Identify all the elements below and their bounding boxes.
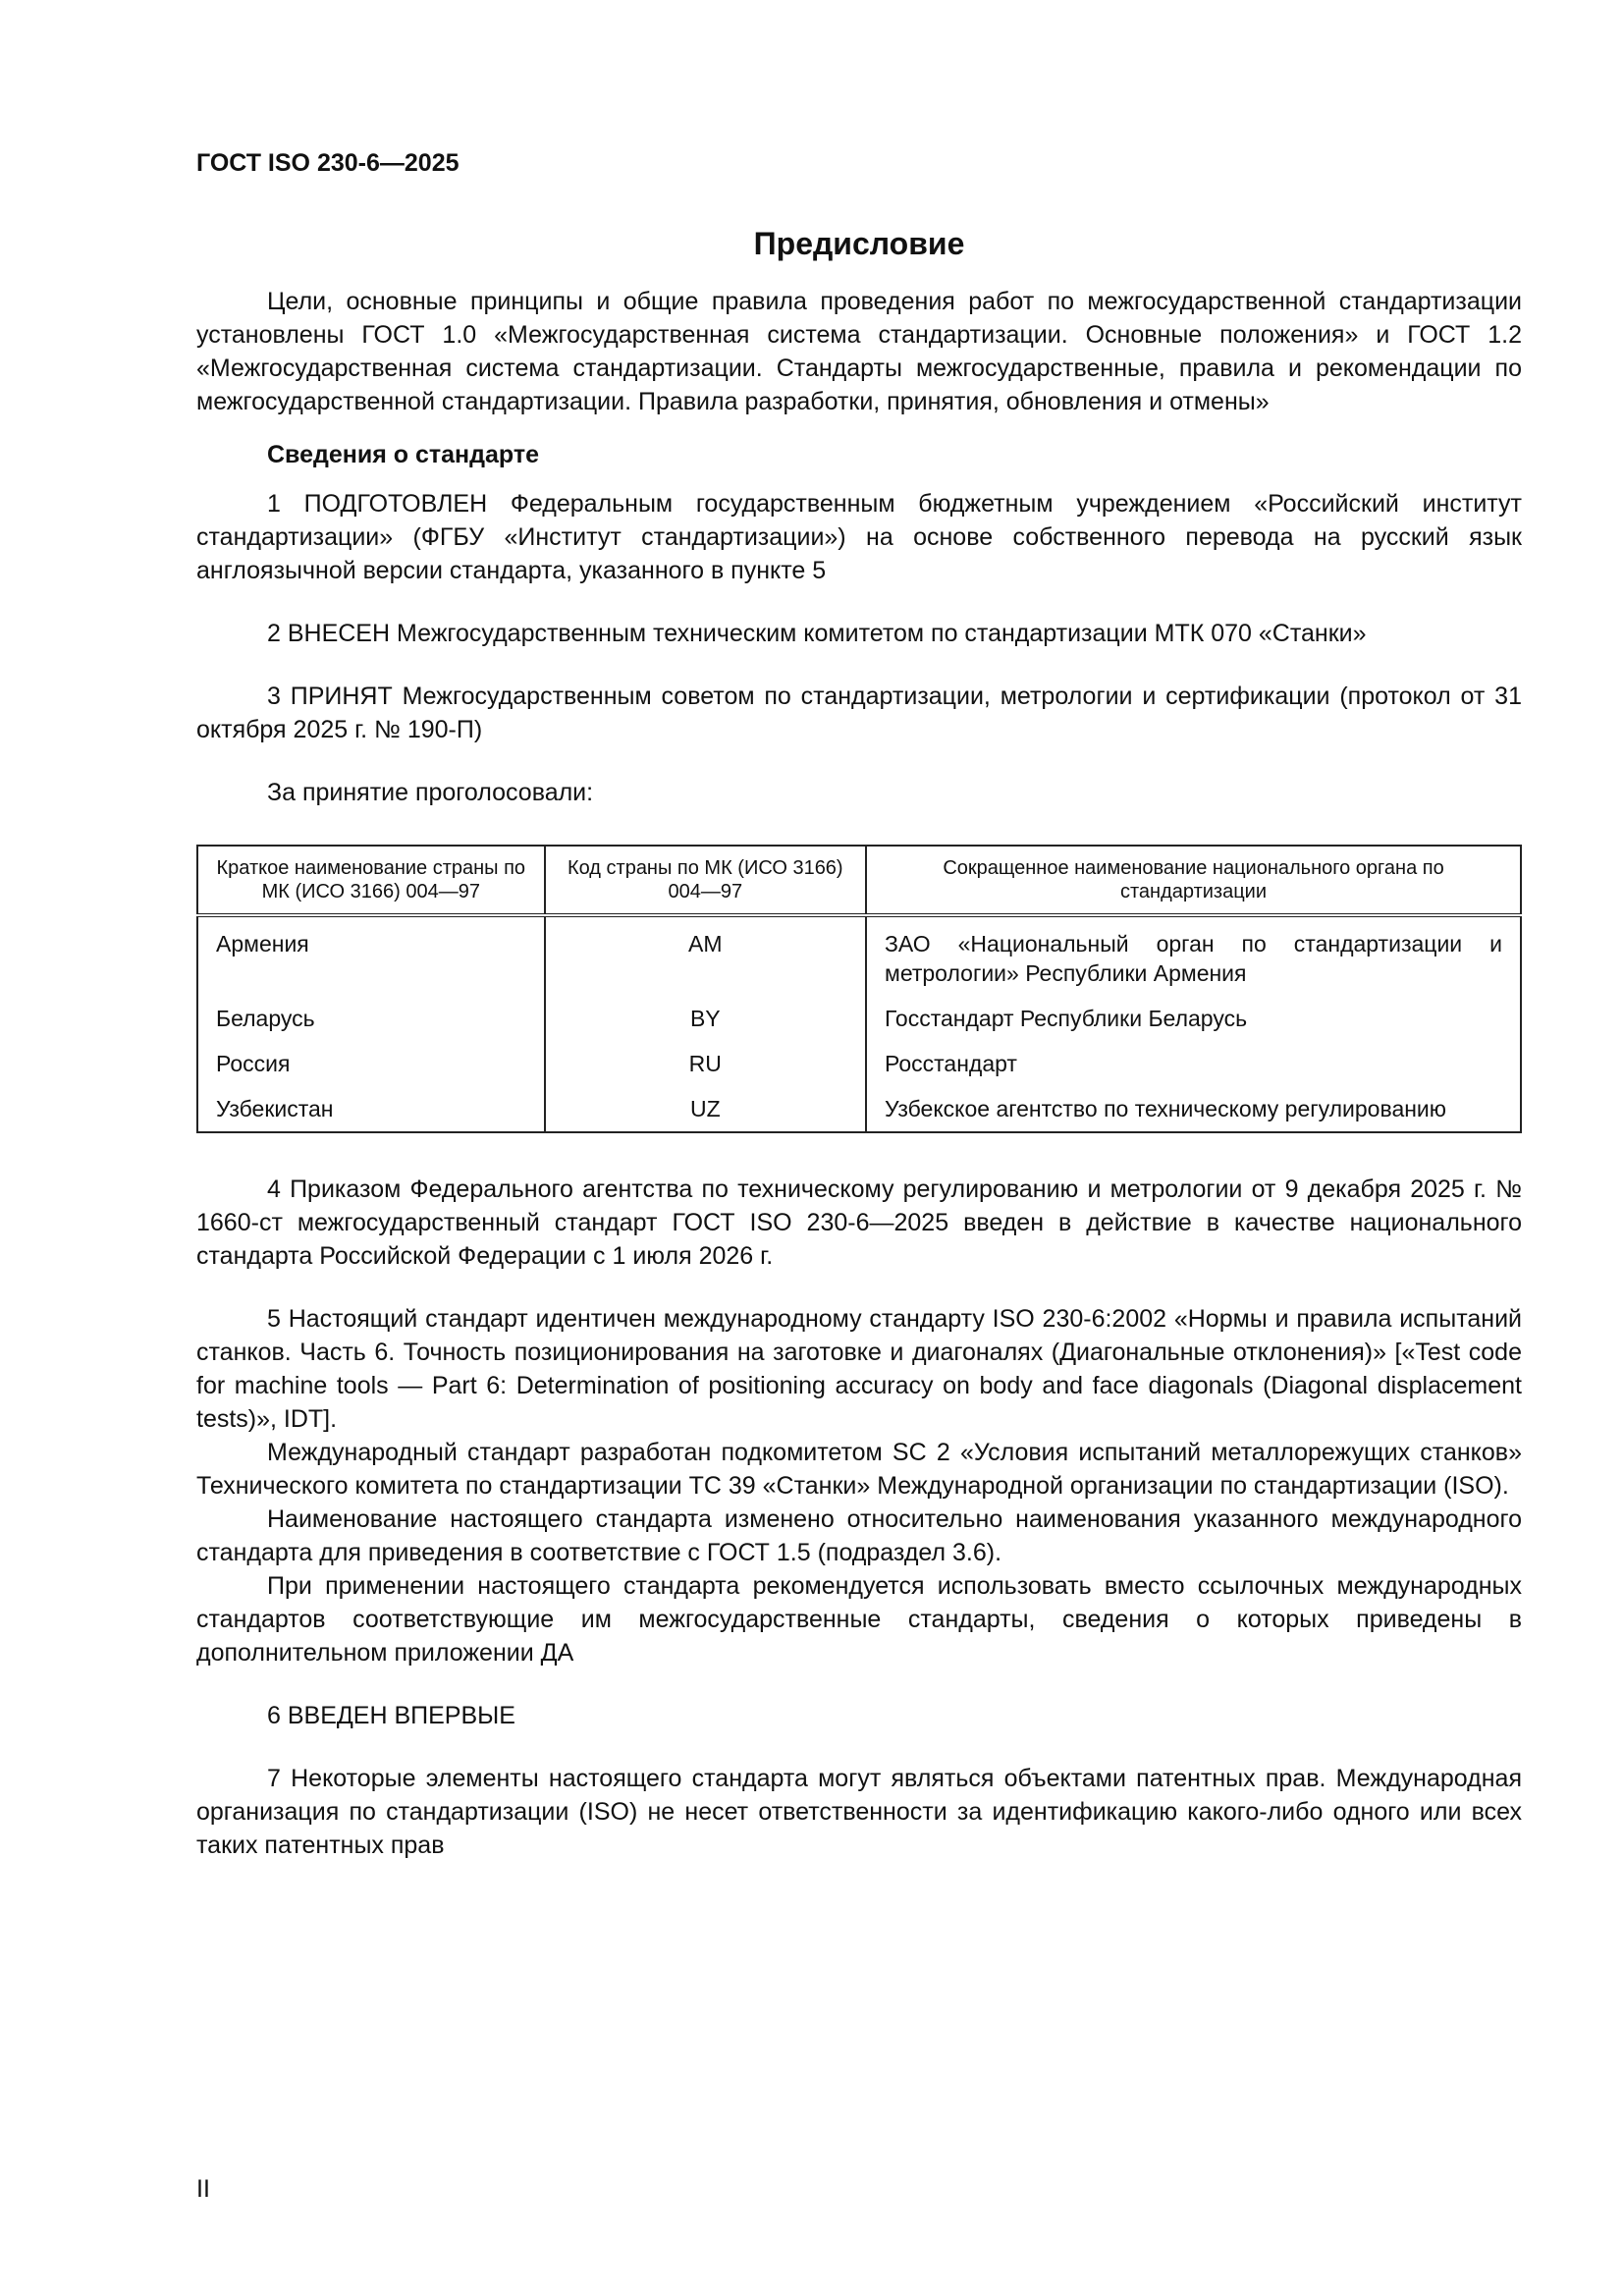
table-row <box>197 1082 1521 1132</box>
foreword-body <box>196 285 1522 1862</box>
country-cell: Беларусь <box>197 992 545 1037</box>
item-7: 7 Некоторые элементы настоящего стандарта могут являться объектами патентных прав. Международная организация по стандартизации (ISO) не несет ответственности за идентификацию какого-либо одного или всех таких патентных прав <box>196 1765 1522 1859</box>
org-cell: Госстандарт Республики Беларусь <box>866 992 1521 1037</box>
item-6: 6 ВВЕДЕН ВПЕРВЫЕ <box>267 1702 515 1729</box>
org-cell: Узбекское агентство по техническому регулированию <box>866 1082 1521 1132</box>
standard-info-heading: Сведения о стандарте <box>267 441 540 468</box>
header-country-name: Краткое наименование страны по МК (ИСО 3166) 004—97 <box>197 846 545 915</box>
document-code-header: ГОСТ ISO 230-6—2025 <box>196 149 460 177</box>
item-5: 5 Настоящий стандарт идентичен международному стандарту ISO 230-6:2002 «Нормы и правила испытаний станков. Часть 6. Точность позиционирования на заготовке и диагоналях (Диагональные отклонения)» [«Test code for machine tools — Part 6: Determination of positioning accuracy on body and face diagonals (Diagonal displacement tests)», IDT]. <box>196 1305 1522 1433</box>
table-header-row <box>197 846 1521 915</box>
item-5-paragraph-3: Наименование настоящего стандарта изменено относительно наименования указанного международного стандарта для приведения в соответствие с ГОСТ 1.5 (подраздел 3.6). <box>196 1505 1522 1566</box>
country-cell: Узбекистан <box>197 1082 545 1132</box>
page-number: II <box>196 2175 210 2203</box>
header-country-code: Код страны по МК (ИСО 3166) 004—97 <box>545 846 866 915</box>
country-cell: Армения <box>197 915 545 992</box>
item-2: 2 ВНЕСЕН Межгосударственным техническим комитетом по стандартизации МТК 070 «Станки» <box>267 620 1367 647</box>
item-1: 1 ПОДГОТОВЛЕН Федеральным государственным бюджетным учреждением «Российский институт стандартизации» (ФГБУ «Институт стандартизации») на основе собственного перевода на русский язык англоязычной версии стандарта, указанного в пункте 5 <box>196 490 1522 584</box>
table-row <box>197 992 1521 1037</box>
item-5-paragraph-4: При применении настоящего стандарта рекомендуется использовать вместо ссылочных международных стандартов соответствующие им межгосударственные стандарты, сведения о которых приведены в дополнительном приложении ДА <box>196 1572 1522 1667</box>
voted-label: За принятие проголосовали: <box>267 779 594 806</box>
table-row <box>197 1037 1521 1082</box>
voting-table <box>196 845 1522 1133</box>
header-national-body: Сокращенное наименование национального органа по стандартизации <box>866 846 1521 915</box>
code-cell: UZ <box>545 1082 866 1132</box>
item-5-paragraph-2: Международный стандарт разработан подкомитетом SC 2 «Условия испытаний металлорежущих станков» Технического комитета по стандартизации ТС 39 «Станки» Международной организации по стандартизации (ISO). <box>196 1439 1522 1500</box>
item-3: 3 ПРИНЯТ Межгосударственным советом по стандартизации, метрологии и сертификации (протокол от 31 октября 2025 г. № 190-П) <box>196 683 1522 743</box>
intro-paragraph: Цели, основные принципы и общие правила проведения работ по межгосударственной стандартизации установлены ГОСТ 1.0 «Межгосударственная система стандартизации. Основные положения» и ГОСТ 1.2 «Межгосударственная система стандартизации. Стандарты межгосударственные, правила и рекомендации по межгосударственной стандартизации. Правила разработки, принятия, обновления и отмены» <box>196 288 1522 415</box>
org-cell: ЗАО «Национальный орган по стандартизации и метрологии» Республики Армения <box>866 915 1521 992</box>
country-cell: Россия <box>197 1037 545 1082</box>
code-cell: RU <box>545 1037 866 1082</box>
table-row <box>197 915 1521 992</box>
code-cell: AM <box>545 915 866 992</box>
page-title: Предисловие <box>753 226 965 261</box>
code-cell: BY <box>545 992 866 1037</box>
item-4: 4 Приказом Федерального агентства по техническому регулированию и метрологии от 9 декабря 2025 г. № 1660-ст межгосударственный стандарт ГОСТ ISO 230-6—2025 введен в действие в качестве национального стандарта Российской Федерации с 1 июля 2026 г. <box>196 1175 1522 1270</box>
org-cell: Росстандарт <box>866 1037 1521 1082</box>
